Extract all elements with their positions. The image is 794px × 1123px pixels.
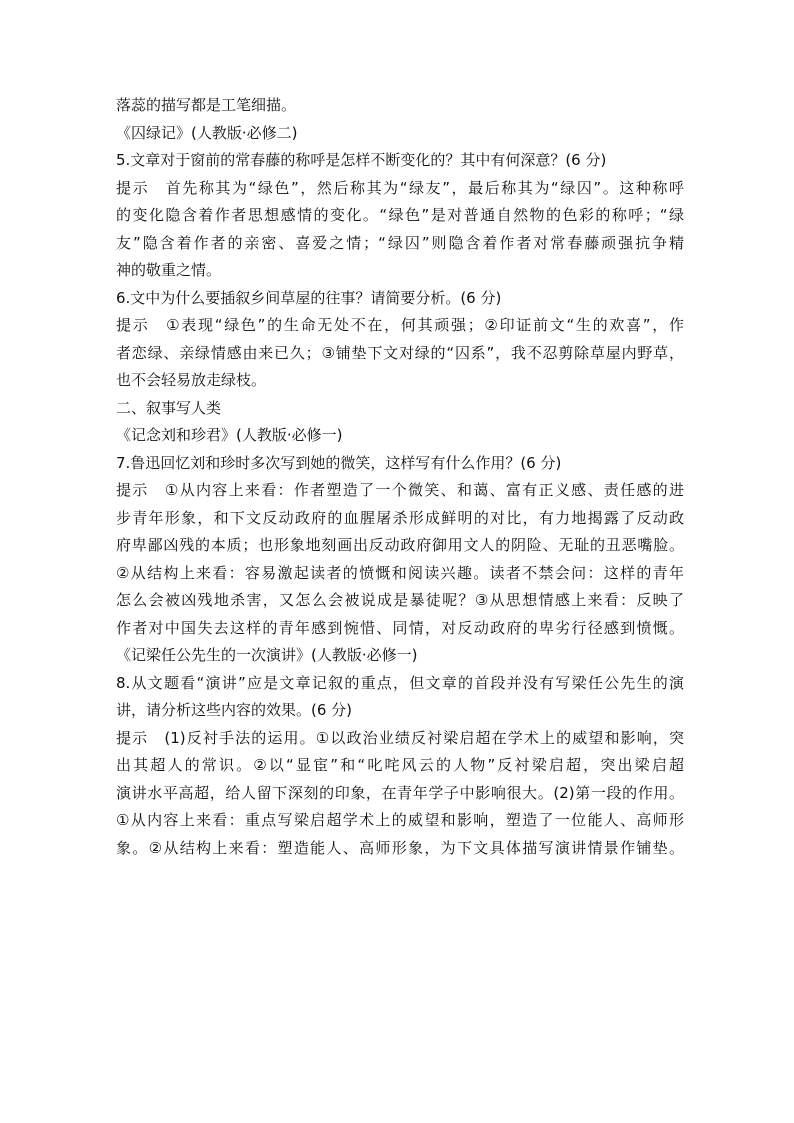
document-page bbox=[116, 92, 684, 862]
answer-line: 的变化隐含着作者思想感情的变化。“绿色”是对普通自然物的色彩的称呼；“绿 bbox=[116, 206, 684, 224]
answer-line: 步青年形象，和下文反动政府的血腥屠杀形成鲜明的对比，有力地揭露了反动政 bbox=[116, 508, 684, 527]
text-line: 落蕊的描写都是工笔细描。 bbox=[116, 96, 297, 114]
answer-line: 也不会轻易放走绿枝。 bbox=[116, 371, 267, 389]
question-7: 7.鲁迅回忆刘和珍时多次写到她的微笑，这样写有什么作用？(6 分) bbox=[116, 453, 562, 472]
question-8: 8.从文题看“演讲”应是文章记叙的重点，但文章的首段并没有写梁任公先生的演 bbox=[116, 673, 684, 692]
answer-line: 提示 (1)反衬手法的运用。①以政治业绩反衬梁启超在学术上的威望和影响，突 bbox=[116, 728, 684, 747]
answer-line: 作者对中国失去这样的青年感到惋惜、同情，对反动政府的卑劣行径感到愤慨。 bbox=[116, 618, 684, 637]
answer-line: 象。②从结构上来看：塑造能人、高师形象，为下文具体描写演讲情景作铺垫。 bbox=[116, 838, 684, 857]
answer-line: ②从结构上来看：容易激起读者的愤慨和阅读兴趣。读者不禁会问：这样的青年 bbox=[116, 563, 684, 582]
answer-line: 者恋绿、亲绿情感由来已久；③铺垫下文对绿的“囚系”，我不忍剪除草屋内野草， bbox=[116, 343, 684, 362]
answer-line: 神的敬重之情。 bbox=[116, 261, 222, 279]
question-6: 6.文中为什么要插叙乡间草屋的往事？请简要分析。(6 分) bbox=[116, 288, 502, 307]
question-5: 5.文章对于窗前的常春藤的称呼是怎样不断变化的？其中有何深意？(6 分) bbox=[116, 151, 607, 169]
question-8-cont: 讲，请分析这些内容的效果。(6 分) bbox=[116, 701, 353, 719]
source-heading: 《囚绿记》(人教版·必修二) bbox=[116, 123, 298, 142]
answer-line: 演讲水平高超，给人留下深刻的印象，在青年学子中影响很大。(2)第一段的作用。 bbox=[116, 783, 684, 802]
answer-line: 友”隐含着作者的亲密、喜爱之情；“绿囚”则隐含着作者对常春藤顽强抗争精 bbox=[116, 233, 684, 252]
answer-line: 提示 首先称其为“绿色”，然后称其为“绿友”，最后称其为“绿囚”。这种称呼 bbox=[116, 178, 684, 197]
section-heading: 二、叙事写人类 bbox=[116, 398, 222, 417]
answer-line: 提示 ①表现“绿色”的生命无处不在，何其顽强；②印证前文“生的欢喜”，作 bbox=[116, 316, 684, 334]
answer-line: ①从内容上来看：重点写梁启超学术上的威望和影响，塑造了一位能人、高师形 bbox=[116, 811, 684, 829]
answer-line: 府卑鄙凶残的本质；也形象地刻画出反动政府御用文人的阴险、无耻的丑恶嘴脸。 bbox=[116, 536, 684, 554]
source-heading: 《记梁任公先生的一次演讲》(人教版·必修一) bbox=[116, 646, 418, 664]
answer-line: 提示 ①从内容上来看：作者塑造了一个微笑、和蔼、富有正义感、责任感的进 bbox=[116, 481, 684, 499]
answer-line: 出其超人的常识。②以“显宦”和“叱咤风云的人物”反衬梁启超，突出梁启超 bbox=[116, 756, 684, 774]
source-heading: 《记念刘和珍君》(人教版·必修一) bbox=[116, 426, 343, 444]
answer-line: 怎么会被凶残地杀害，又怎么会被说成是暴徒呢？③从思想情感上来看：反映了 bbox=[116, 591, 684, 609]
